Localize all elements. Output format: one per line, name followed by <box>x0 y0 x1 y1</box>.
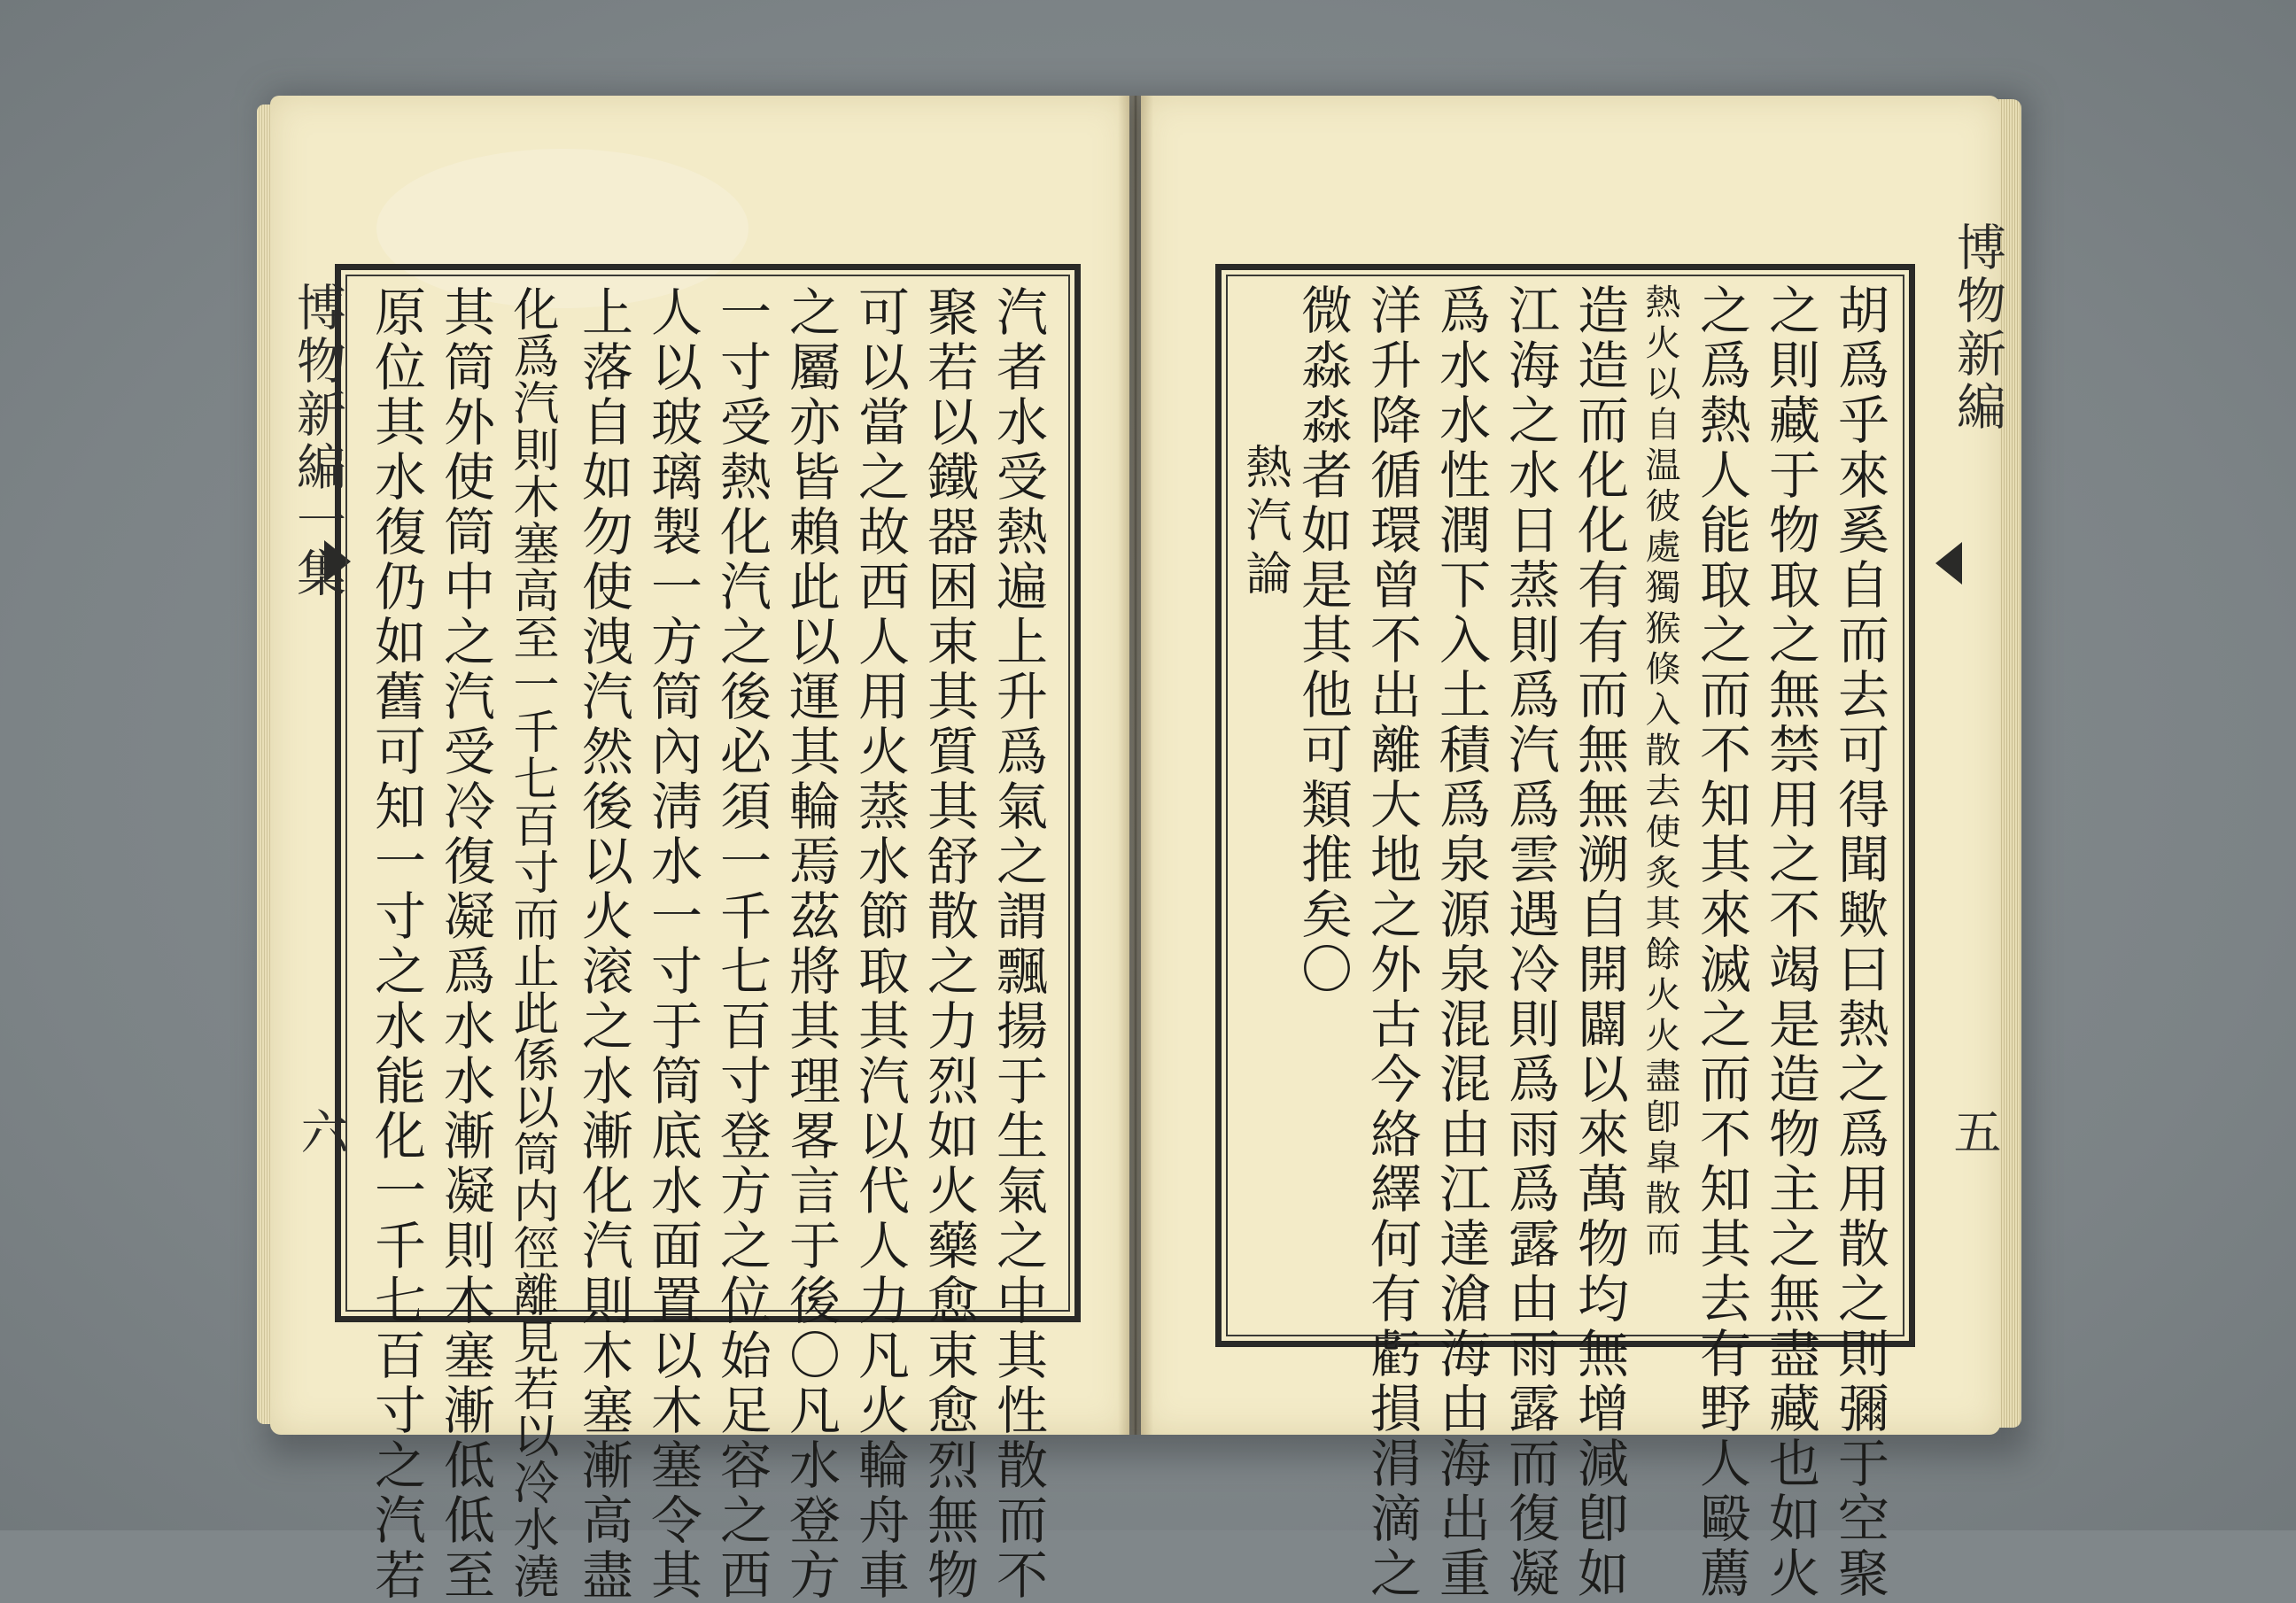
right-column-1: 胡爲乎來奚自而去可得聞歟曰熱之爲用散之則彌于空聚 <box>1829 283 1889 1601</box>
left-folio-number: 六 <box>293 1107 349 1155</box>
left-column-3: 可以當之故西人用火蒸水節取其汽以代人力凡火輪舟車 <box>849 285 910 1603</box>
left-column-2: 聚若以鐵器困束其質其舒散之力烈如火藥愈束愈烈無物 <box>919 285 979 1603</box>
right-column-9: 微淼淼者如是其他可類推矣〇 <box>1292 283 1353 997</box>
right-folio-number: 五 <box>1946 1107 2002 1155</box>
left-column-4: 之屬亦皆賴此以運其輪焉茲將其理畧言于後〇凡水登方 <box>780 285 841 1603</box>
left-column-8: 化爲汽則木塞高至一千七百寸而止此係以筒内徑離見若以冷水澆 <box>505 285 558 1599</box>
right-column-4-annotation: 熱火以自温彼處獨猴倏入散去使炙其餘火火盡卽皐散而 <box>1640 283 1680 1261</box>
section-heading: 熱汽論 <box>1237 443 1291 602</box>
left-column-1: 汽者水受熱遍上升爲氣之謂飄揚于生氣之中其性散而不 <box>988 285 1048 1603</box>
left-column-5: 一寸受熱化汽之後必須一千七百寸登方之位始足容之西 <box>711 285 772 1603</box>
right-fold-mark <box>1935 542 1962 585</box>
right-column-7: 爲水水性潤下入土積爲泉源泉混混由江達滄海由海出重 <box>1431 283 1491 1601</box>
left-column-6: 人以玻璃製一方筒內淸水一寸于筒底水面置以木塞令其 <box>642 285 702 1603</box>
right-column-6: 江海之水日蒸則爲汽爲雲遇冷則爲雨爲露由雨露而復凝 <box>1500 283 1560 1601</box>
right-column-3: 之爲熱人能取之而不知其來滅之而不知其去有野人毆薦 <box>1691 283 1751 1601</box>
left-margin-title: 博物新編一集 <box>289 282 346 600</box>
right-column-2: 之則藏于物取之無禁用之不竭是造物主之無盡藏也如火 <box>1760 283 1820 1601</box>
right-margin-title: 博物新編 <box>1949 221 2006 434</box>
right-column-8: 洋升降循環曾不出離大地之外古今絡繹何有虧損涓滴之 <box>1361 283 1422 1601</box>
left-column-9: 其筒外使筒中之汽受冷復凝爲水水漸凝則木塞漸低低至 <box>435 285 495 1603</box>
book-gutter <box>1118 96 1153 1435</box>
right-column-5: 造造而化化有有而無無溯自開闢以來萬物均無增減卽如 <box>1569 283 1629 1601</box>
left-column-10: 原位其水復仍如舊可知一寸之水能化一千七百寸之汽若 <box>366 285 426 1603</box>
left-column-7: 上落自如勿使洩汽然後以火滚之水漸化汽則木塞漸高盡 <box>573 285 633 1603</box>
